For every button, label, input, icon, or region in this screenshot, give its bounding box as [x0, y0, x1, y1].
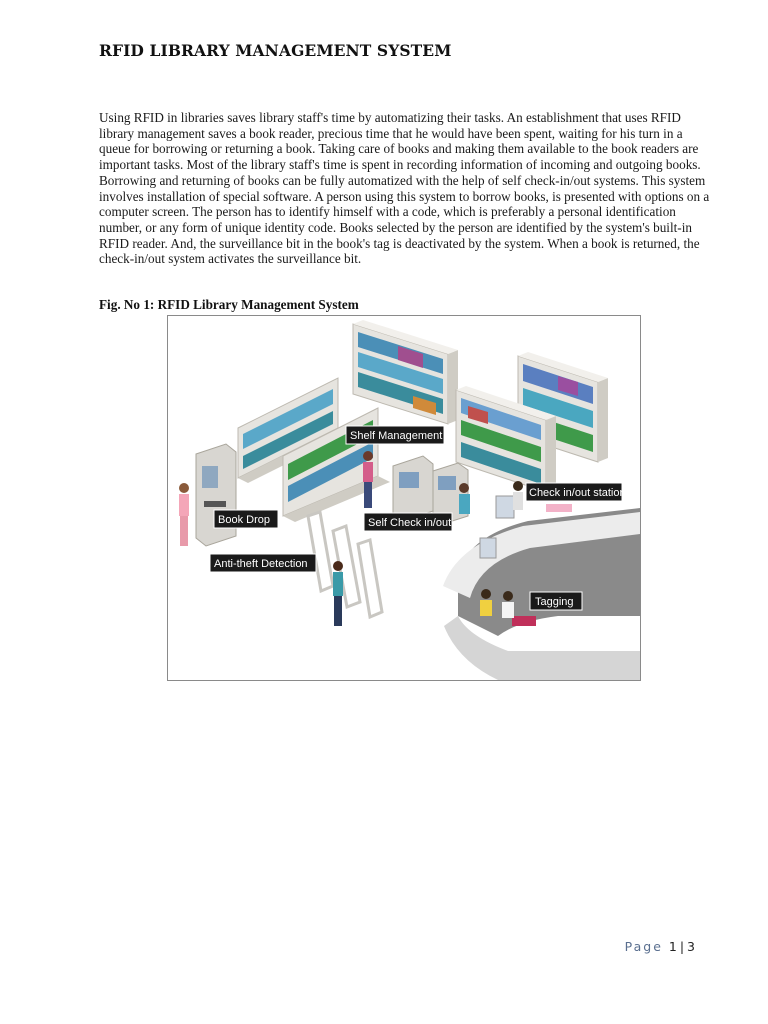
label-anti-theft	[210, 554, 316, 572]
label-check-station	[526, 483, 626, 501]
rfid-illustration	[167, 315, 641, 681]
document-body	[99, 110, 714, 267]
book-drop-kiosk	[196, 444, 236, 546]
label-self-check-text: Self Check in/out	[368, 517, 452, 529]
label-shelf-management-text: Shelf Management	[350, 430, 443, 442]
label-tagging	[530, 592, 582, 610]
page-total: 3	[687, 939, 695, 954]
label-shelf-management	[346, 426, 444, 444]
figure-caption: Fig. No 1: RFID Library Management System	[99, 297, 359, 312]
label-book-drop-text: Book Drop	[218, 514, 270, 526]
label-self-check	[364, 513, 452, 531]
library-scene	[168, 316, 640, 680]
label-check-station-text: Check in/out station	[529, 487, 626, 499]
paragraph-1: Using RFID in libraries saves library staff's time by automatizing their tasks. An establishment that uses RFID library management saves a book reader, precious time that he would have been spent, waiting for his turn in a queue for borrowing or returning a book. Taking care of books and making them available to the book readers are important tasks. Most of the library staff's time is spent in recording information of incoming and outgoing books.	[99, 110, 701, 173]
page-footer	[625, 939, 695, 954]
page-separator: |	[679, 939, 685, 954]
label-anti-theft-text: Anti-theft Detection	[214, 558, 308, 570]
label-book-drop	[214, 510, 278, 528]
label-tagging-text: Tagging	[535, 596, 574, 608]
paragraph-2: Borrowing and returning of books can be fully automatized with the help of self check-in/out systems. This system involves installation of special software. A person using this system to borrow books, is presented with options on a computer screen. The person has to identify himself with a code, which is preferably a personal identification number, or any form of unique identity code. Books selected by the person are identified by the system's built-in RFID reader. And, the surveillance bit in the book's tag is deactivated by the system. When a book is returned, the check-in/out system activates the surveillance bit.	[99, 172, 710, 267]
page-number: 1	[668, 939, 677, 954]
page-word: Page	[624, 939, 663, 954]
document-title: RFID LIBRARY MANAGEMENT SYSTEM	[99, 41, 452, 60]
